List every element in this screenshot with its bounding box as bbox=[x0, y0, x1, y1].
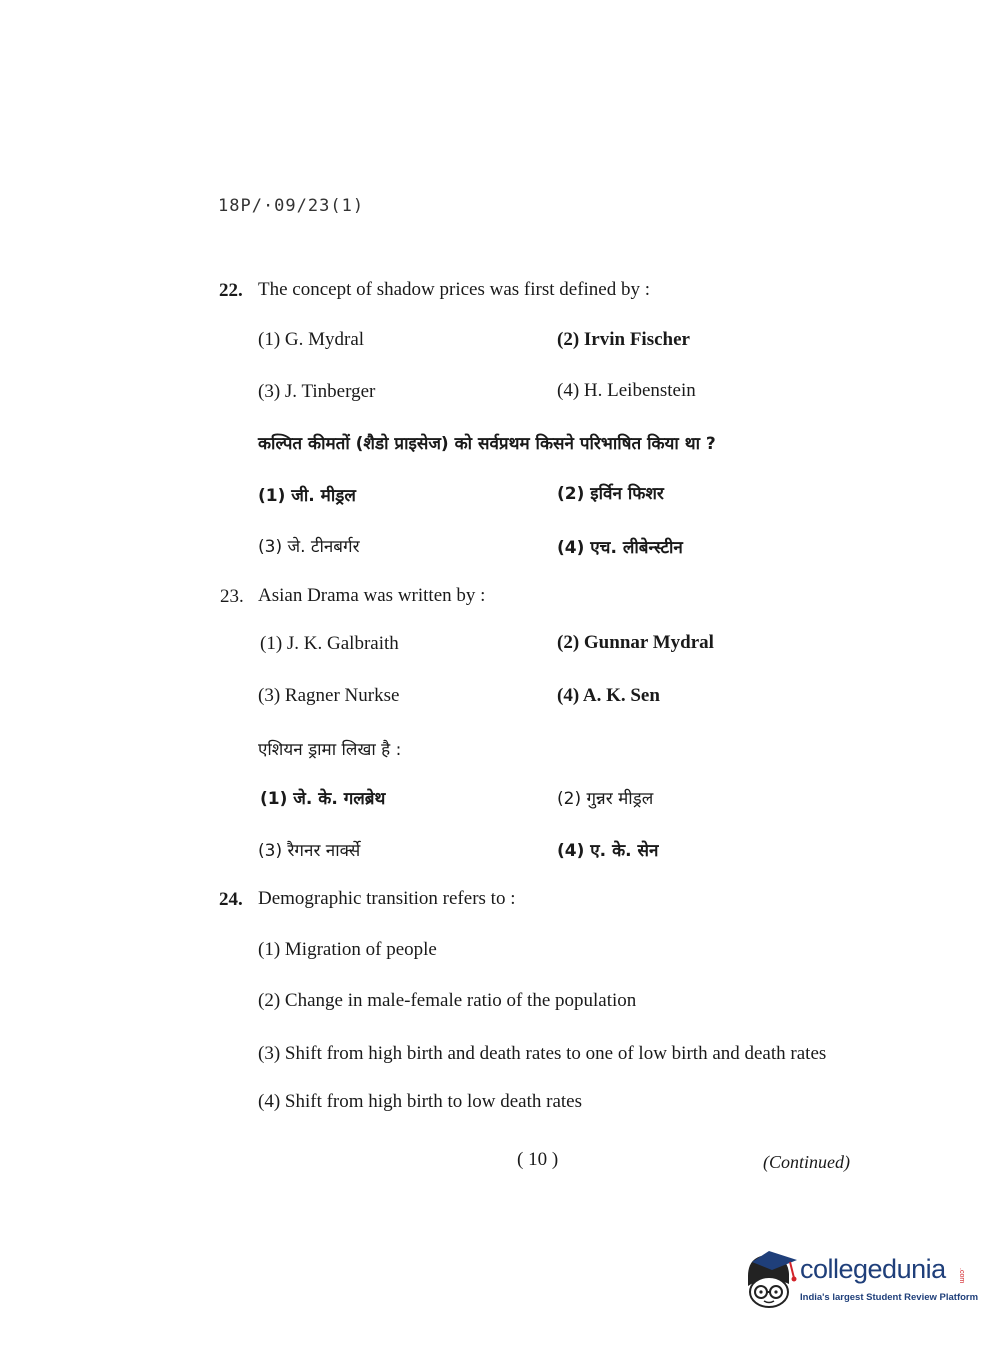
option: (4) H. Leibenstein bbox=[557, 380, 696, 401]
option-hindi: (4) एच. लीबेन्स्टीन bbox=[557, 538, 683, 558]
option-hindi: (3) जे. टीनबर्गर bbox=[258, 537, 360, 557]
question-text-hindi: कल्पित कीमतों (शैडो प्राइसेज) को सर्वप्रथम किसने परिभाषित किया था ? bbox=[258, 434, 716, 454]
option: (1) Migration of people bbox=[258, 939, 437, 960]
option: (3) Shift from high birth and death rates to one of low birth and death rates bbox=[258, 1043, 827, 1064]
option-hindi: (2) इर्विन फिशर bbox=[557, 484, 664, 504]
option-hindi: (3) रैगनर नार्क्से bbox=[258, 841, 361, 861]
question-text-hindi: एशियन ड्रामा लिखा है : bbox=[258, 740, 402, 760]
option-hindi: (1) जे. के. गलब्रेथ bbox=[260, 789, 386, 809]
question-text: Asian Drama was written by : bbox=[258, 585, 486, 606]
option: (4) Shift from high birth to low death rates bbox=[258, 1091, 582, 1112]
question-number: 23. bbox=[220, 586, 244, 607]
option-hindi: (1) जी. मीड्रल bbox=[258, 486, 356, 506]
option: (2) Gunnar Mydral bbox=[557, 632, 714, 653]
option: (2) Change in male-female ratio of the population bbox=[258, 990, 637, 1011]
logo-brand: collegedunia bbox=[800, 1254, 946, 1284]
option: (1) G. Mydral bbox=[258, 329, 365, 350]
mascot-icon bbox=[742, 1248, 798, 1310]
option-hindi: (4) ए. के. सेन bbox=[557, 841, 659, 861]
option: (2) Irvin Fischer bbox=[557, 329, 690, 350]
paper-code: 18P/·09/23(1) bbox=[218, 196, 365, 216]
option: (3) Ragner Nurkse bbox=[258, 685, 400, 706]
question-text: Demographic transition refers to : bbox=[258, 888, 516, 909]
option-hindi: (2) गुन्नर मीड्रल bbox=[557, 789, 654, 809]
logo-suffix: .com bbox=[958, 1268, 965, 1284]
logo-tagline: India's largest Student Review Platform bbox=[800, 1292, 979, 1303]
question-text: The concept of shadow prices was first defined by : bbox=[258, 279, 651, 300]
option: (3) J. Tinberger bbox=[258, 381, 376, 402]
question-number: 22. bbox=[219, 280, 243, 301]
option: (1) J. K. Galbraith bbox=[260, 633, 399, 654]
page-number: ( 10 ) bbox=[517, 1149, 559, 1170]
question-number: 24. bbox=[219, 889, 243, 910]
option: (4) A. K. Sen bbox=[557, 685, 660, 706]
continued-label: (Continued) bbox=[763, 1152, 850, 1172]
collegedunia-logo bbox=[742, 1248, 979, 1320]
